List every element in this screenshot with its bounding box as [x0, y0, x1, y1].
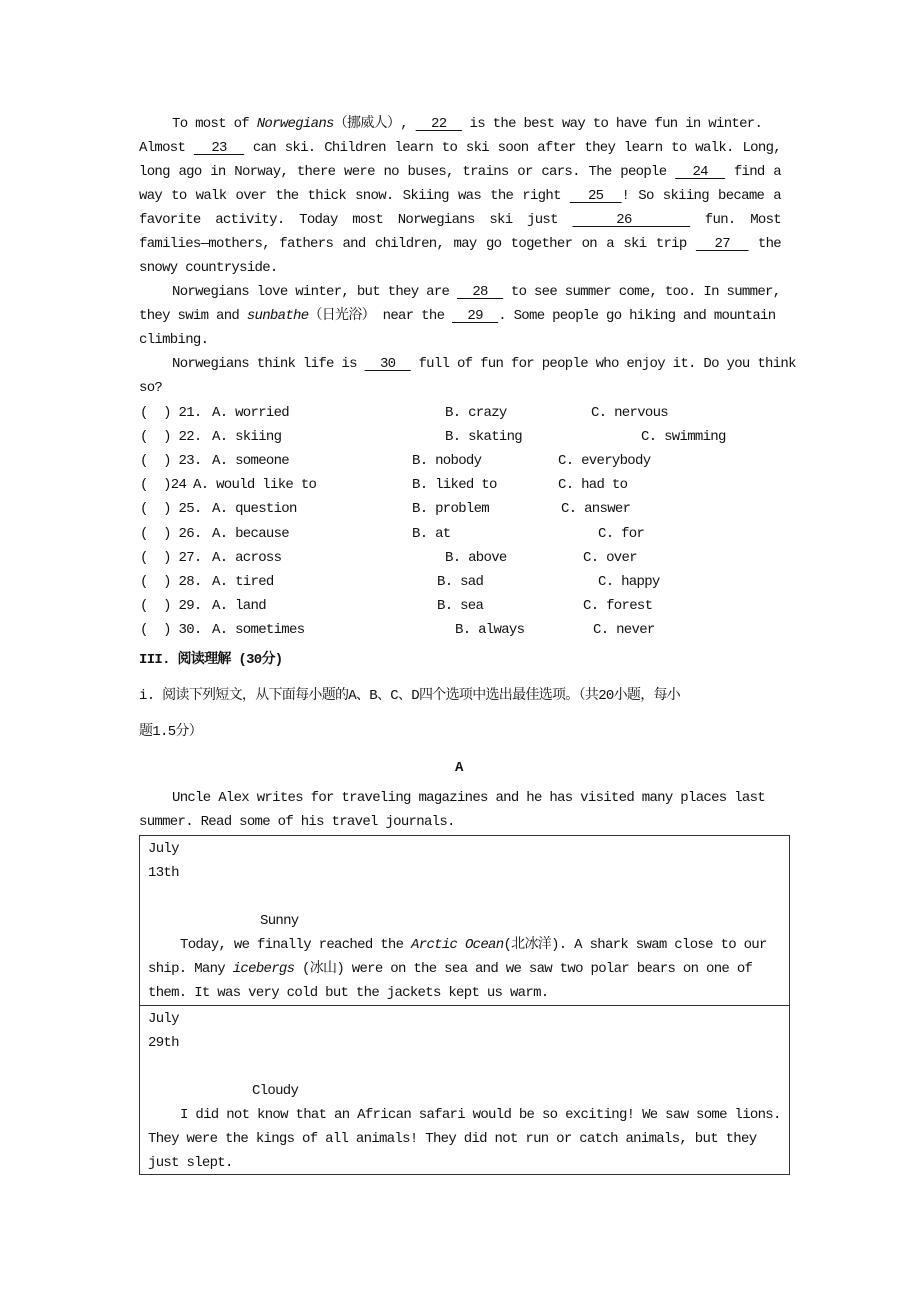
option-c: C. nervous [591, 405, 669, 421]
option-c: C. answer [561, 501, 631, 518]
journal-month: July [148, 841, 179, 857]
passage-line [139, 331, 208, 349]
journal-weather: Cloudy [252, 1083, 299, 1099]
journal-table [139, 835, 790, 1175]
instruction-line-2: 题1.5分） [139, 724, 203, 740]
answer-blank: 28 [456, 284, 504, 300]
option-c: C. happy [598, 573, 660, 590]
text-run: find a [725, 164, 781, 180]
text-run: snowy countryside. [139, 260, 278, 276]
text-run: ! So skiing became a [621, 188, 781, 204]
text-run: （日光浴） near the [308, 308, 452, 324]
text-run: the [748, 236, 781, 252]
passage-line [139, 187, 781, 205]
journal-weather: Sunny [260, 913, 299, 929]
journal-line [148, 1130, 756, 1148]
text-run: so? [139, 380, 163, 396]
journal-line [180, 1106, 781, 1124]
text-run: long ago in Norway, there were no buses, trains or cars. The people [139, 164, 676, 180]
question-number[interactable]: ( ) 29. [140, 597, 202, 614]
text-run: Almost [139, 140, 194, 156]
option-c: C. over [583, 549, 637, 566]
answer-blank: 26 [572, 212, 691, 228]
option-a: A. question [212, 501, 297, 518]
text-run: full of fun for people who enjoy it. Do you think [410, 356, 796, 372]
option-c: C. never [593, 621, 655, 638]
question-number[interactable]: ( ) 21. [140, 405, 202, 421]
question-number[interactable]: ( ) 26. [140, 525, 202, 542]
passage-line [172, 115, 762, 133]
text-run: They were the kings of all animals! They did not run or catch animals, but they [148, 1131, 757, 1147]
text-run: To most of [172, 116, 257, 132]
option-b: B. problem [412, 501, 490, 518]
option-b: B. above [445, 549, 507, 566]
option-a: A. land [212, 597, 266, 614]
text-run: climbing. [139, 332, 209, 348]
text-run: Today, we finally reached the [180, 937, 412, 953]
journal-month: July [148, 1011, 179, 1027]
option-c: C. forest [583, 597, 653, 614]
text-run: Norwegians love winter, but they are [172, 284, 457, 300]
option-b: B. at [412, 525, 451, 542]
intro-line-2: summer. Read some of his travel journals. [139, 814, 455, 830]
text-run: to see summer come, too. In summer, [503, 284, 781, 300]
option-b: B. always [455, 621, 525, 638]
text-run: just slept. [148, 1155, 233, 1171]
text-run: they swim and [139, 308, 247, 324]
text-run: ship. Many [148, 961, 233, 977]
journal-day: 29th [148, 1035, 179, 1051]
text-run: I did not know that an African safari would be so exciting! We saw some lions. [180, 1107, 781, 1123]
text-run: (北冰洋). A shark swam close to our [503, 937, 767, 953]
italic-term: icebergs [232, 961, 295, 977]
passage-line [139, 163, 781, 181]
passage-line [139, 259, 278, 277]
answer-blank: 23 [193, 140, 245, 156]
text-run: them. It was very cold but the jackets kept us warm. [148, 985, 549, 1001]
question-number[interactable]: ( ) 27. [140, 549, 202, 566]
option-a: A. would like to [193, 477, 317, 494]
text-run: （挪威人）, [333, 116, 416, 132]
option-b: B. liked to [412, 477, 497, 494]
intro-line-1: Uncle Alex writes for traveling magazines and he has visited many places last [172, 790, 766, 806]
passage-line [172, 355, 796, 373]
answer-blank: 27 [695, 236, 749, 252]
question-number[interactable]: ( ) 28. [140, 573, 202, 590]
option-a: A. because [212, 525, 290, 542]
part-label: A [455, 760, 463, 776]
section-heading: III. 阅读理解 (30分) [139, 652, 283, 668]
option-b: B. skating [445, 429, 523, 446]
journal-line [148, 1154, 233, 1172]
option-b: B. crazy [445, 405, 507, 421]
text-run: fun. Most [690, 212, 782, 228]
italic-term: sunbathe [246, 308, 309, 324]
question-number[interactable]: ( ) 22. [140, 429, 202, 446]
option-c: C. swimming [641, 429, 726, 446]
option-c: C. for [598, 525, 645, 542]
italic-term: Arctic Ocean [411, 937, 504, 953]
passage-line [172, 283, 780, 301]
option-a: A. worried [212, 405, 290, 421]
text-run: is the best way to have fun in winter. [461, 116, 763, 132]
passage-line [139, 379, 162, 397]
journal-line [148, 984, 548, 1002]
option-a: A. someone [212, 453, 290, 470]
passage-line [139, 307, 775, 325]
text-run: . Some people go hiking and mountain [498, 308, 776, 324]
journal-day: 13th [148, 865, 179, 881]
option-b: B. sea [437, 597, 484, 614]
answer-blank: 24 [675, 164, 726, 180]
text-run: Norwegians think life is [172, 356, 365, 372]
answer-blank: 25 [569, 188, 622, 204]
question-number[interactable]: ( ) 23. [140, 453, 202, 470]
answer-blank: 30 [364, 356, 411, 372]
option-a: A. across [212, 549, 282, 566]
table-divider [140, 1005, 789, 1006]
text-run: families—mothers, fathers and children, may go together on a ski trip [139, 236, 696, 252]
option-a: A. sometimes [212, 621, 305, 638]
italic-term: Norwegians [256, 116, 334, 132]
option-a: A. skiing [212, 429, 282, 446]
question-number[interactable]: ( )24 [140, 477, 187, 494]
journal-line [148, 960, 752, 978]
passage-line [139, 211, 781, 229]
text-run: way to walk over the thick snow. Skiing was the right [139, 188, 570, 204]
text-run: can ski. Children learn to ski soon after they learn to walk. Long, [244, 140, 781, 156]
option-a: A. tired [212, 573, 274, 590]
journal-line [180, 936, 767, 954]
option-c: C. everybody [558, 453, 651, 470]
option-c: C. had to [558, 477, 628, 494]
option-b: B. sad [437, 573, 484, 590]
option-b: B. nobody [412, 453, 482, 470]
answer-blank: 29 [451, 308, 499, 324]
instruction-line-1: i. 阅读下列短文，从下面每小题的A、B、C、D四个选项中选出最佳选项。（共20小题，每小 [139, 688, 681, 704]
question-number[interactable]: ( ) 25. [140, 501, 202, 518]
answer-blank: 22 [415, 116, 462, 132]
text-run: favorite activity. Today most Norwegians ski just [139, 212, 573, 228]
question-number[interactable]: ( ) 30. [140, 621, 202, 638]
passage-line [139, 139, 781, 157]
passage-line [139, 235, 781, 253]
text-run: (冰山) were on the sea and we saw two polar bears on one of [294, 961, 753, 977]
